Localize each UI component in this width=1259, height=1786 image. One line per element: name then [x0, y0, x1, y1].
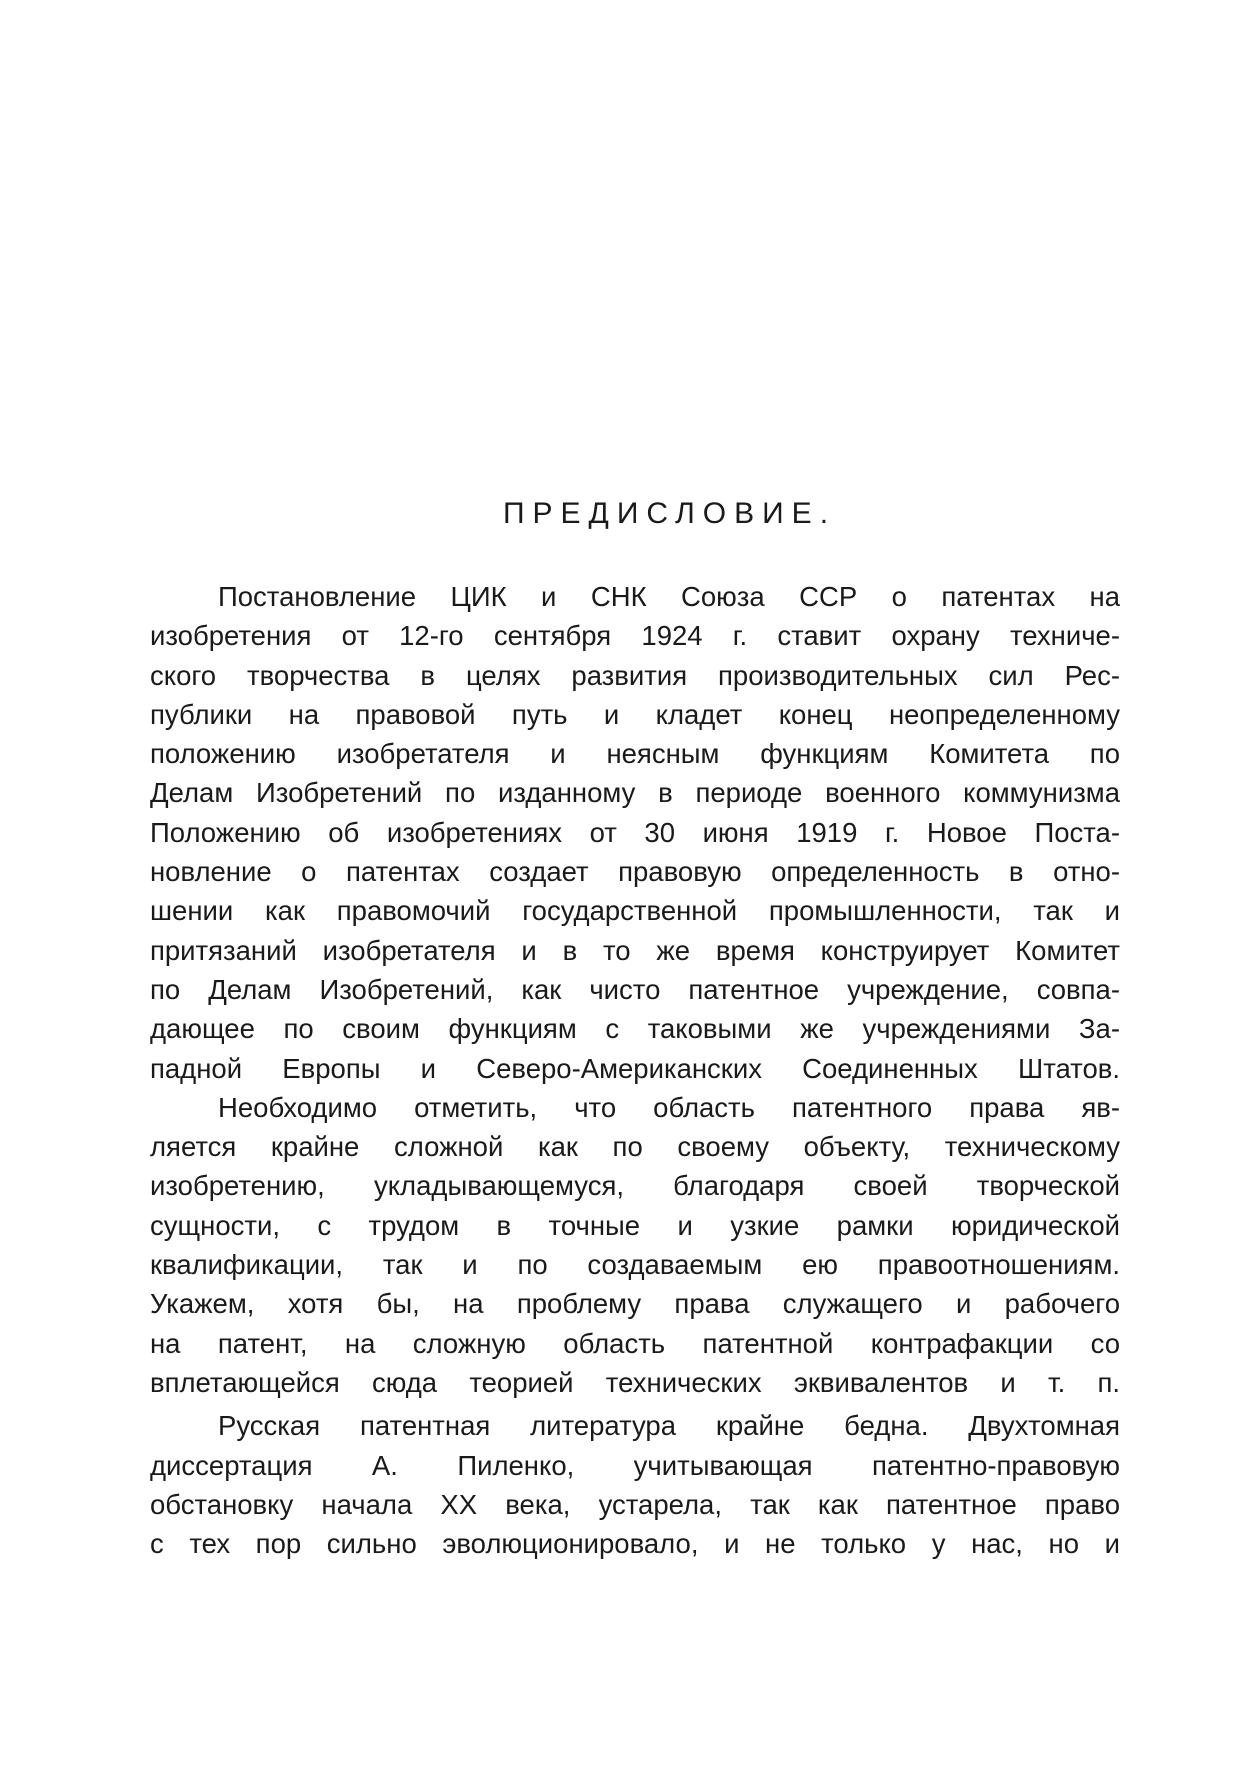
text-line: изобретению, укладывающемуся, благодаря своей творческой	[150, 1170, 1120, 1202]
text-line: падной Европы и Северо-Американских Соединенных Штатов.	[150, 1052, 1120, 1084]
text-line: с тех пор сильно эволюционировало, и не только у нас, но и	[150, 1528, 1120, 1560]
text-line: ляется крайне сложной как по своему объекту, техническому	[150, 1131, 1120, 1163]
text-line: Постановление ЦИК и СНК Союза ССР о патентах на	[218, 581, 1120, 612]
text-line: Укажем, хотя бы, на проблему права служащего и рабочего	[150, 1288, 1120, 1320]
text-line: публики на правовой путь и кладет конец неопределенному	[150, 698, 1120, 730]
body-text	[150, 577, 1120, 1563]
text-line: изобретения от 12-го сентября 1924 г. ставит охрану техниче-	[150, 620, 1120, 652]
page-title: ПРЕДИСЛОВИЕ.	[502, 497, 837, 530]
text-line: новление о патентах создает правовую определенность в отно-	[150, 856, 1120, 888]
text-line: Необходимо отметить, что область патентного права яв-	[218, 1091, 1120, 1123]
text-line: квалификации, так и по создаваемым ею правоотношениям.	[150, 1249, 1120, 1281]
text-line: диссертация А. Пиленко, учитывающая патентно-правовую	[150, 1449, 1120, 1481]
text-line: шении как правомочий государственной промышленности, так и	[150, 895, 1120, 927]
text-line: Русская патентная литература крайне бедна. Двухтомная	[218, 1410, 1120, 1442]
text-line: ского творчества в целях развития производительных сил Рес-	[150, 659, 1120, 691]
text-line: дающее по своим функциям с таковыми же учреждениями За-	[150, 1013, 1120, 1045]
text-line: Положению об изобретениях от 30 июня 1919 г. Новое Поста-	[150, 816, 1120, 848]
text-line: сущности, с трудом в точные и узкие рамки юридической	[150, 1209, 1120, 1241]
text-line: притязаний изобретателя и в то же время конструирует Комитет	[150, 934, 1120, 966]
text-line: на патент, на сложную область патентной контрафакции со	[150, 1327, 1120, 1359]
text-line: вплетающейся сюда теорией технических эквивалентов и т. п.	[150, 1366, 1120, 1398]
text-line: положению изобретателя и неясным функциям Комитета по	[150, 738, 1120, 770]
text-line: Делам Изобретений по изданному в периоде военного коммунизма	[150, 777, 1120, 809]
text-line: обстановку начала XX века, устарела, так как патентное право	[150, 1488, 1120, 1520]
text-line: по Делам Изобретений, как чисто патентное учреждение, совпа-	[150, 973, 1120, 1005]
